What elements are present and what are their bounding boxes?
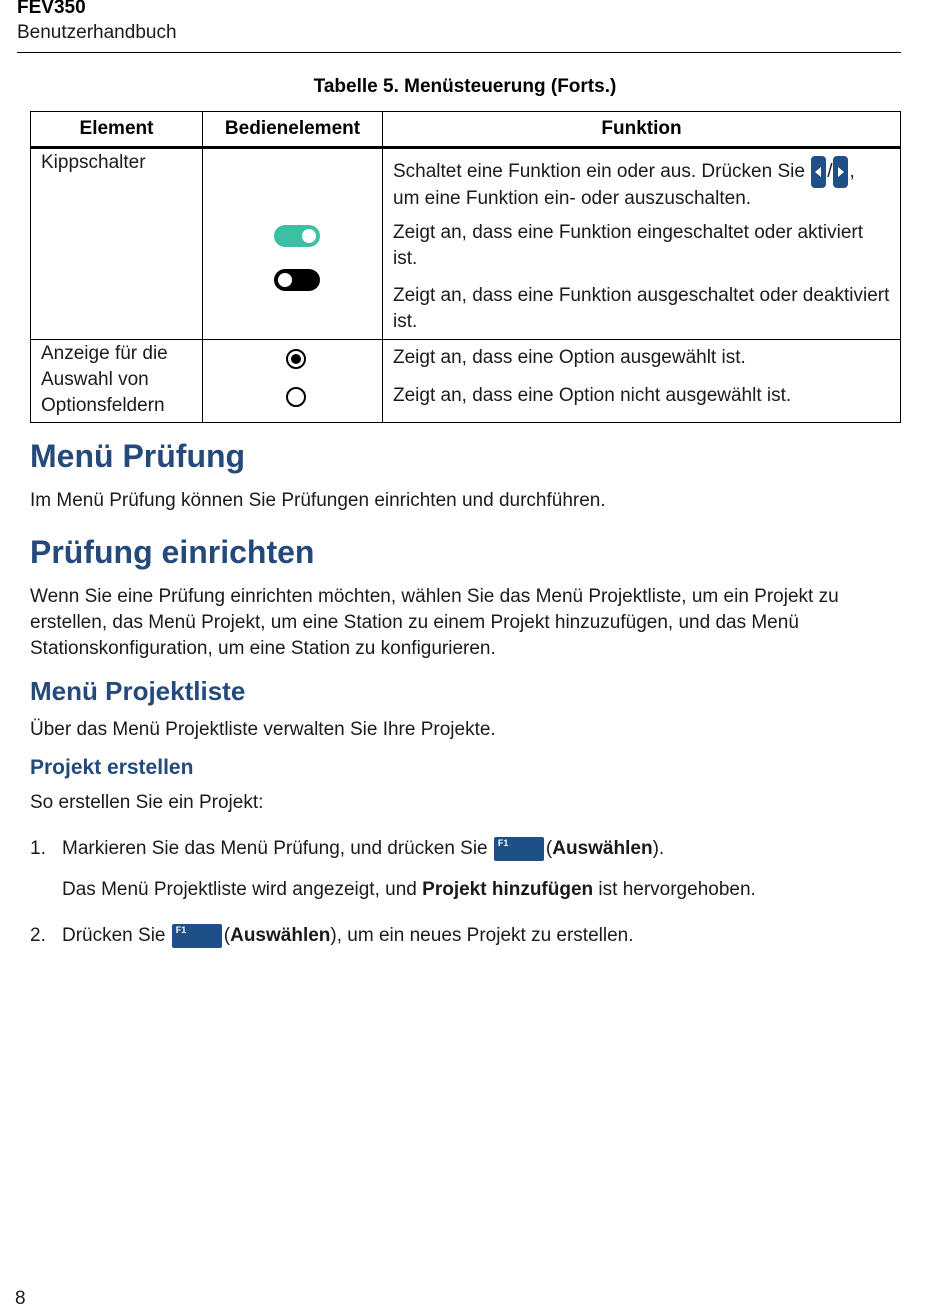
table-row (31, 340, 901, 423)
function-text: Zeigt an, dass eine Option nicht ausgewählt ist. (393, 385, 792, 406)
step-text-part: ), um ein neues Projekt zu erstellen. (330, 925, 634, 946)
paragraph-menu-pruefung: Im Menü Prüfung können Sie Prüfungen einrichten und durchführen. (30, 490, 606, 511)
function-text: Zeigt an, dass eine Funktion ausgeschaltet oder deaktiviert ist. (393, 285, 890, 332)
step-text-part: ( (223, 925, 231, 946)
table-row (31, 148, 901, 340)
step-text-part: ( (545, 838, 553, 859)
key-separator: / (827, 161, 833, 183)
toggle-on-icon (274, 225, 320, 247)
function-cell (383, 340, 901, 423)
column-header-element: Element (31, 112, 203, 148)
element-name: Kippschalter (41, 152, 146, 173)
column-header-control: Bedienelement (203, 112, 383, 148)
f1-key-icon (494, 837, 544, 861)
paragraph-pruefung-einrichten: Wenn Sie eine Prüfung einrichten möchten, wählen Sie das Menü Projektliste, um ein Projekt zu erstellen, das Menü Projekt, um eine Station zu einem Projekt hinzuzufügen, und das Menü Stationskonfiguration, um eine Station zu konfigurieren. (30, 586, 839, 659)
function-text: Zeigt an, dass eine Option ausgewählt ist. (393, 347, 746, 368)
step-text-part: ). (652, 838, 665, 859)
left-arrow-key-icon (811, 156, 826, 188)
step-number: 1. (30, 838, 46, 859)
function-text: um eine Funktion ein- oder auszuschalten. (393, 188, 752, 209)
function-text-part: , (849, 161, 855, 183)
function-cell (383, 148, 901, 340)
paragraph-menu-projektliste: Über das Menü Projektliste verwalten Sie Ihre Projekte. (30, 719, 496, 740)
control-cell (203, 340, 383, 423)
step-note-part: Das Menü Projektliste wird angezeigt, und (62, 879, 417, 900)
step-bold-text: Auswählen (552, 838, 653, 859)
right-arrow-key-icon (833, 156, 848, 188)
function-text-part: Schaltet eine Funktion ein oder aus. Drücken Sie (393, 161, 805, 183)
paragraph-intro: So erstellen Sie ein Projekt: (30, 792, 264, 813)
step-text-part: Drücken Sie (62, 925, 166, 946)
header-doc-title: Benutzerhandbuch (17, 22, 177, 43)
element-cell (31, 148, 203, 340)
page-number: 8 (15, 1288, 26, 1309)
heading-pruefung-einrichten: Prüfung einrichten (30, 534, 315, 570)
f1-key-label: F1 (497, 837, 509, 848)
step-text-part: Markieren Sie das Menü Prüfung, und drücken Sie (62, 838, 488, 859)
element-cell (31, 340, 203, 423)
step-bold-text: Auswählen (230, 925, 331, 946)
f1-key-label: F1 (175, 924, 187, 935)
element-name: Anzeige für die Auswahl von Optionsfeldern (41, 343, 168, 416)
header-divider (17, 52, 901, 53)
step-note-bold: Projekt hinzufügen (422, 879, 594, 900)
step-text (62, 836, 902, 862)
toggle-off-icon (274, 269, 320, 291)
step-note (62, 877, 902, 903)
radio-selected-icon (286, 349, 306, 369)
step-number: 2. (30, 925, 46, 946)
step-text (62, 923, 902, 949)
table-header-row (31, 112, 901, 148)
column-header-function: Funktion (383, 112, 901, 148)
heading-menu-projektliste: Menü Projektliste (30, 676, 246, 706)
heading-menu-pruefung: Menü Prüfung (30, 438, 246, 474)
heading-projekt-erstellen: Projekt erstellen (30, 756, 194, 779)
table-caption: Tabelle 5. Menüsteuerung (Forts.) (313, 76, 617, 97)
f1-key-icon (172, 924, 222, 948)
function-text (393, 156, 892, 188)
control-cell (203, 148, 383, 340)
step-note-part: ist hervorgehoben. (598, 879, 756, 900)
function-text: Zeigt an, dass eine Funktion eingeschaltet oder aktiviert ist. (393, 222, 863, 269)
radio-unselected-icon (286, 387, 306, 407)
header-product: FEV350 (17, 0, 86, 18)
menu-control-table (30, 111, 901, 423)
